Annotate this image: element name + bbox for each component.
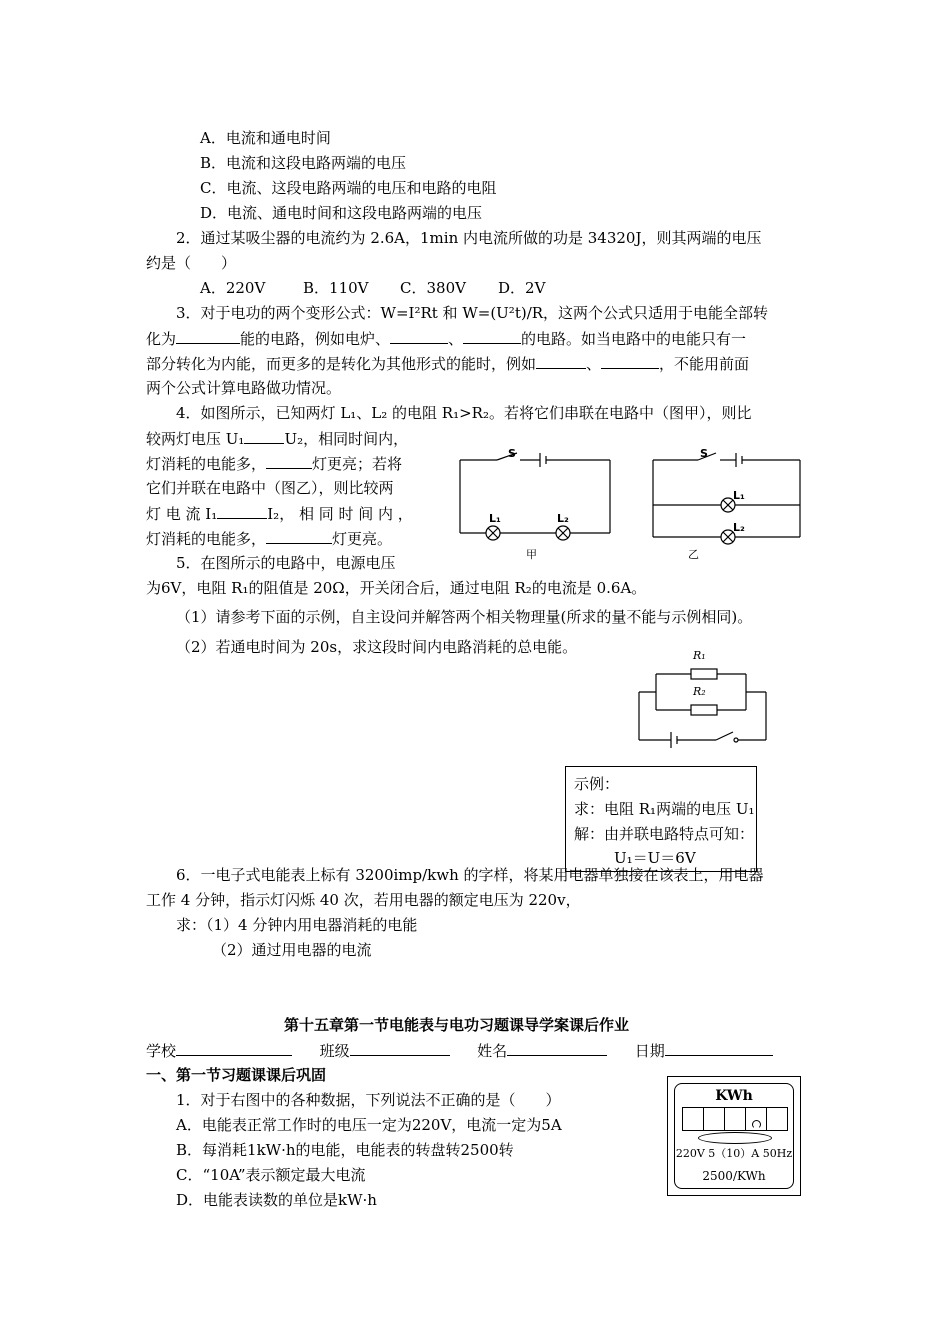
school-label: 学校 xyxy=(146,1042,177,1060)
example-line-1: 示例： xyxy=(574,775,620,793)
hw-q1-text: 1．对于右图中的各种数据，下列说法不正确的是（ ） xyxy=(176,1091,561,1109)
meter-unit: KWh xyxy=(715,1088,753,1104)
example-line-4: U₁＝U＝6V xyxy=(614,849,696,867)
name-field[interactable] xyxy=(507,1040,607,1056)
hw-q1-option-b: B．每消耗1kW·h的电能，电能表的转盘转2500转 xyxy=(176,1141,514,1159)
q4-blank-2[interactable] xyxy=(266,453,312,469)
q4-text-6: 灯消耗的电能多， 灯更亮。 xyxy=(146,530,393,548)
q1-option-b: B．电流和这段电路两端的电压 xyxy=(200,154,407,172)
q3-blank-2[interactable] xyxy=(390,328,448,344)
meter-rev: 2500/KWh xyxy=(702,1169,766,1183)
date-field[interactable] xyxy=(665,1040,773,1056)
q3-text-1: 3．对于电功的两个变形公式：W=I²Rt 和 W=(U²t)/R，这两个公式只适用于电能全部转 xyxy=(176,304,769,322)
q2-text-2: 约是（ ） xyxy=(146,254,237,272)
q3-blank-5[interactable] xyxy=(601,353,659,369)
q5-sub-1: （1）请参考下面的示例，自主设问并解答两个相关物理量(所求的量不能与示例相同)。 xyxy=(176,608,753,626)
q6-text-3: 求：（1）4 分钟内用电器消耗的电能 xyxy=(176,916,418,934)
lamp-l1-label-yi: L₁ xyxy=(733,489,745,502)
q1-option-c: C．电流、这段电路两端的电压和电路的电阻 xyxy=(200,179,497,197)
q2-option-d: D．2V xyxy=(498,279,546,297)
class-label: 班级 xyxy=(319,1042,350,1060)
q2-option-a: A．220V xyxy=(200,279,266,297)
q3-blank-3[interactable] xyxy=(463,328,521,344)
lamp-l1-label-jia: L₁ xyxy=(489,512,501,525)
school-field[interactable] xyxy=(176,1040,292,1056)
circuit-parallel-diagram xyxy=(648,445,808,555)
q6-text-1: 6．一电子式电能表上标有 3200imp/kwh 的字样，将某用电器单独接在该表上，用电器 xyxy=(176,866,764,884)
q4-text-3: 灯消耗的电能多， 灯更亮；若将 xyxy=(146,455,403,473)
q2-text-1: 2．通过某吸尘器的电流约为 2.6A，1min 内电流所做的功是 34320J，则其两端的电压 xyxy=(176,229,762,247)
lamp-l2-label-jia: L₂ xyxy=(557,512,569,525)
q6-text-4: （2）通过用电器的电流 xyxy=(212,941,372,959)
date-label: 日期 xyxy=(634,1042,665,1060)
q3-blank-4[interactable] xyxy=(536,353,586,369)
q3-text-3: 部分转化为内能，而更多的是转化为其他形式的能时，例如 、 ，不能用前面 xyxy=(146,355,750,373)
figure-jia-caption: 甲 xyxy=(526,548,537,561)
circuit-resistors-diagram xyxy=(636,662,771,747)
q4-blank-4[interactable] xyxy=(266,528,332,544)
q4-blank-3[interactable] xyxy=(217,503,267,519)
section-heading: 一、第一节习题课课后巩固 xyxy=(146,1066,327,1084)
q5-text-1: 5．在图所示的电路中，电源电压 xyxy=(176,554,396,572)
q1-option-a: A．电流和通电时间 xyxy=(200,129,331,147)
q2-option-b: B．110V xyxy=(303,279,369,297)
resistor-r1-label: R₁ xyxy=(693,649,706,662)
hw-q1-option-d: D．电能表读数的单位是kW·h xyxy=(176,1191,377,1209)
q3-text-2: 化为 能的电路，例如电炉、 、 的电路。如当电路中的电能只有一 xyxy=(146,330,747,348)
example-box xyxy=(565,766,757,872)
q4-text-1: 4．如图所示，已知两灯 L₁、L₂ 的电阻 R₁>R₂。若将它们串联在电路中（图甲），则比 xyxy=(176,404,752,422)
q4-text-5: 灯 电 流 I₁ I₂， 相 同 时 间 内 ， xyxy=(146,505,413,523)
example-line-3: 解：由并联电路特点可知： xyxy=(574,825,755,843)
q4-text-4: 它们并联在电路中（图乙），则比较两 xyxy=(146,479,394,497)
q3-blank-1[interactable] xyxy=(176,328,240,344)
resistor-r2-label: R₂ xyxy=(693,685,706,698)
q1-option-d: D．电流、通电时间和这段电路两端的电压 xyxy=(200,204,483,222)
q4-text-2: 较两灯电压 U₁ U₂，相同时间内， xyxy=(146,430,409,448)
q4-blank-1[interactable] xyxy=(244,428,284,444)
class-field[interactable] xyxy=(350,1040,450,1056)
q5-text-2: 为6V，电阻 R₁的阻值是 20Ω，开关闭合后，通过电阻 R₂的电流是 0.6A。 xyxy=(146,579,647,597)
name-label: 姓名 xyxy=(477,1042,508,1060)
homework-title: 第十五章第一节电能表与电功习题课导学案课后作业 xyxy=(284,1016,630,1034)
hw-q1-option-c: C．“10A”表示额定最大电流 xyxy=(176,1166,366,1184)
q3-text-4: 两个公式计算电路做功情况。 xyxy=(146,379,342,397)
switch-label-yi: S xyxy=(700,447,708,460)
figure-yi-caption: 乙 xyxy=(688,548,699,561)
switch-label-jia: S xyxy=(508,447,516,460)
q5-sub-2: （2）若通电时间为 20s，求这段时间内电路消耗的总电能。 xyxy=(176,638,578,656)
q6-text-2: 工作 4 分钟，指示灯闪烁 40 次，若用电器的额定电压为 220v， xyxy=(146,891,581,909)
meter-display xyxy=(682,1107,788,1131)
meter-spec: 220V 5（10）A 50Hz xyxy=(675,1147,793,1160)
circuit-series-diagram xyxy=(455,445,620,560)
electricity-meter xyxy=(667,1076,801,1196)
hw-q1-option-a: A．电能表正常工作时的电压一定为220V，电流一定为5A xyxy=(176,1116,562,1134)
q2-option-c: C．380V xyxy=(400,279,466,297)
example-line-2: 求：电阻 R₁两端的电压 U₁ xyxy=(574,800,755,818)
info-line xyxy=(146,1040,773,1061)
lamp-l2-label-yi: L₂ xyxy=(733,521,745,534)
